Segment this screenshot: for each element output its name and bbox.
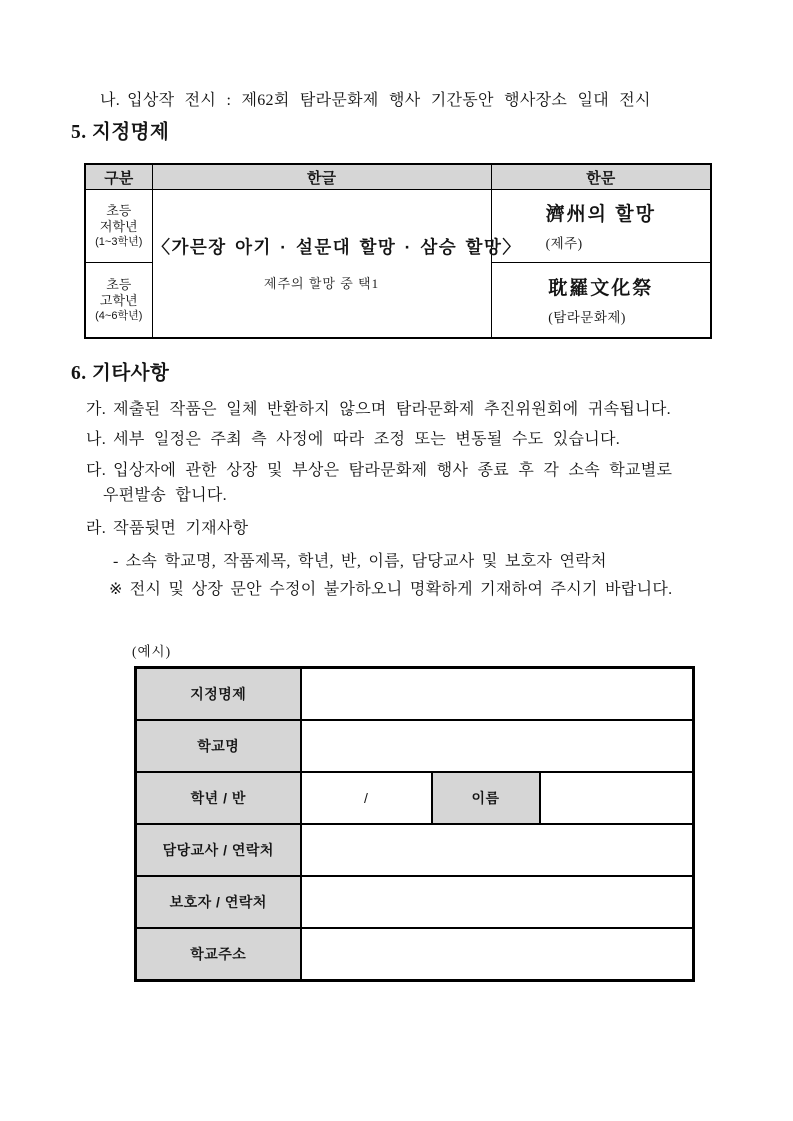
form-row-school — [136, 720, 694, 772]
hangul-theme-cell — [152, 190, 522, 338]
hanmun-theme-title-tamna: 耽羅文化祭 — [548, 277, 654, 299]
hanmun-theme-reading-jeju: (제주) — [545, 236, 583, 251]
designated-theme-table — [84, 163, 712, 339]
category-cell-lower-grades — [85, 190, 152, 263]
sub-item-text: 전시 및 상장 문안 수정이 불가하오니 명확하게 기재하여 주시기 바랍니다. — [129, 581, 673, 598]
list-item-na — [86, 430, 620, 449]
grade-label-line1: 초등 — [106, 276, 132, 292]
form-row-teacher — [136, 824, 694, 876]
form-label-school: 학교명 — [136, 720, 301, 772]
dash-marker: - — [113, 553, 119, 570]
form-value-teacher — [301, 824, 694, 876]
hanmun-theme-cell-jeju — [491, 190, 711, 263]
list-item-text: 작품뒷면 기재사항 — [113, 520, 249, 537]
list-item-text: 우편발송 합니다. — [103, 487, 227, 504]
form-label-guardian: 보호자 / 연락처 — [136, 876, 301, 928]
list-item-ga — [86, 400, 671, 419]
list-item-text: 입상자에 관한 상장 및 부상은 탐라문화제 행사 종료 후 각 소속 학교별로 — [113, 462, 673, 479]
form-label-teacher: 담당교사 / 연락처 — [136, 824, 301, 876]
grade-label-line2: 고학년 — [99, 292, 138, 308]
example-form-table — [134, 666, 695, 982]
theme-row-lower-grades — [85, 190, 711, 263]
list-item-text: 세부 일정은 주최 측 사정에 따라 조정 또는 변동될 수도 있습니다. — [113, 431, 621, 448]
hangul-theme-title: 〈가믄장 아기 · 설문대 할망 · 삼승 할망〉 — [152, 237, 522, 258]
form-value-guardian — [301, 876, 694, 928]
category-cell-upper-grades — [85, 263, 152, 338]
hangul-theme-note: 제주의 할망 중 택1 — [263, 276, 380, 292]
grade-range-label: (4~6학년) — [95, 309, 143, 322]
form-row-theme — [136, 668, 694, 721]
theme-table-header-row — [85, 164, 711, 190]
form-value-address — [301, 928, 694, 981]
form-label-address: 학교주소 — [136, 928, 301, 981]
list-item-da-continuation — [103, 486, 227, 505]
section5-title: 5. 지정명제 — [71, 122, 170, 143]
reference-mark: ※ — [109, 581, 123, 598]
form-row-guardian — [136, 876, 694, 928]
form-label-theme: 지정명제 — [136, 668, 301, 721]
column-header-category: 구분 — [85, 164, 152, 190]
list-marker: 다. — [86, 462, 107, 479]
hanmun-theme-cell-tamna — [491, 263, 711, 338]
list-item-ra — [86, 519, 248, 538]
grade-label-line2: 저학년 — [99, 219, 138, 234]
form-value-theme — [301, 668, 694, 721]
section6-title: 6. 기타사항 — [71, 363, 170, 384]
hanmun-theme-title-jeju: 濟州의 할망 — [545, 204, 656, 225]
intro-text: 입상작 전시 : 제62회 탐라문화제 행사 기간동안 행사장소 일대 전시 — [127, 92, 651, 109]
form-label-grade-class: 학년 / 반 — [136, 772, 301, 824]
form-value-grade-class: / — [301, 772, 432, 824]
list-marker: 나. — [86, 431, 107, 448]
grade-range-label: (1~3학년) — [95, 236, 143, 248]
form-row-address — [136, 928, 694, 981]
sub-item-note — [109, 580, 672, 599]
grade-label-line1: 초등 — [106, 203, 132, 218]
list-item-text: 제출된 작품은 일체 반환하지 않으며 탐라문화제 추진위원회에 귀속됩니다. — [113, 401, 671, 418]
example-caption: (예시) — [132, 644, 172, 659]
list-item-da — [86, 461, 672, 480]
hanmun-theme-reading-tamna: (탐라문화제) — [548, 309, 626, 325]
form-label-name: 이름 — [432, 772, 540, 824]
form-row-grade-class — [136, 772, 694, 824]
column-header-hangul: 한글 — [152, 164, 491, 190]
list-marker: 라. — [86, 520, 107, 537]
form-value-name — [540, 772, 694, 824]
sub-item-text: 소속 학교명, 작품제목, 학년, 반, 이름, 담당교사 및 보호자 연락처 — [125, 553, 607, 570]
column-header-hanmun: 한문 — [491, 164, 711, 190]
sub-item-dash — [113, 552, 607, 571]
intro-line — [100, 91, 651, 110]
form-value-school — [301, 720, 694, 772]
list-marker: 가. — [86, 401, 107, 418]
intro-marker: 나. — [100, 92, 121, 109]
